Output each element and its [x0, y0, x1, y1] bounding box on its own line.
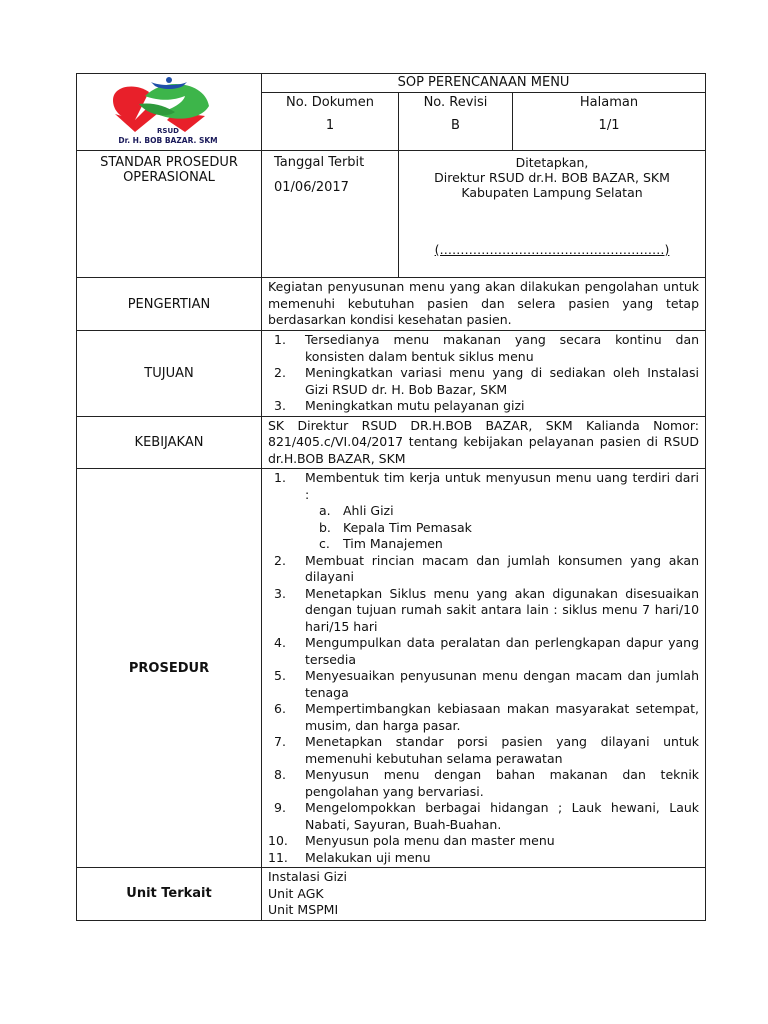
list-item: Unit MSPMI [268, 902, 339, 917]
no-revisi-value: B [451, 118, 460, 133]
halaman-cell [513, 93, 706, 151]
ditetapkan-line1: Ditetapkan, [515, 155, 589, 170]
list-item: 11. Melakukan uji menu [268, 849, 431, 865]
pengertian-text: Kegiatan penyusunan menu yang akan dilakukan pengolahan untuk memenuhi kebutuhan pasien dan selera pasien yang tetap berdasarkan kondisi kesehatan pasien. [262, 278, 706, 331]
ditetapkan-line3: Kabupaten Lampung Selatan [461, 185, 643, 200]
pengertian-label: PENGERTIAN [77, 278, 262, 331]
list-item: Instalasi Gizi [268, 869, 347, 884]
list-item: 9. Mengelompokkan berbagai hidangan ; Lauk hewani, Lauk Nabati, Sayuran, Buah-Buahan. [274, 800, 700, 832]
list-item: 10. Menyusun pola menu dan master menu [268, 833, 555, 848]
tujuan-list [268, 332, 699, 415]
unit-terkait-label: Unit Terkait [77, 868, 262, 921]
prosedur-content [262, 469, 706, 868]
list-item: a. Ahli Gizi [319, 503, 394, 518]
sop-document-table [76, 73, 706, 921]
tanggal-terbit-cell [262, 151, 399, 278]
ditetapkan-cell [399, 151, 706, 278]
sop-label: STANDAR PROSEDUR OPERASIONAL [77, 151, 262, 278]
no-dokumen-value: 1 [325, 118, 335, 133]
list-item: 1. Membentuk tim kerja untuk menyusun menu uang terdiri dari : a. Ahli Gizi b. Kepala Tim Pemasak c. Tim Manajemen [274, 470, 700, 551]
list-item: 2. Membuat rincian macam dan jumlah konsumen yang akan dilayani [274, 552, 700, 584]
no-revisi-label: No. Revisi [423, 95, 488, 110]
prosedur-label: PROSEDUR [77, 469, 262, 868]
list-item: 6. Mempertimbangkan kebiasaan makan masyarakat setempat, musim, dan harga pasar. [274, 701, 700, 733]
list-item: 5. Menyesuaikan penyusunan menu dengan macam dan jumlah tenaga [274, 668, 700, 700]
kebijakan-text: SK Direktur RSUD DR.H.BOB BAZAR, SKM Kalianda Nomor: 821/405.c/VI.04/2017 tentang kebijakan pelayanan pasien di RSUD dr.H.BOB BAZAR, SKM [262, 416, 706, 469]
no-revisi-cell [399, 93, 513, 151]
logo-cell [77, 74, 262, 151]
halaman-label: Halaman [579, 95, 639, 110]
logo-rsud-text: RSUD [157, 127, 179, 135]
list-item: 3. Menetapkan Siklus menu yang akan digunakan disesuaikan dengan tujuan rumah sakit antara lain : siklus menu 7 hari/10 hari/15 hari [274, 585, 700, 634]
list-item: Unit AGK [268, 885, 324, 901]
tanggal-terbit-value: 01/06/2017 [274, 180, 349, 195]
list-item: 1. Tersedianya menu makanan yang secara kontinu dan konsisten dalam bentuk siklus menu [274, 332, 700, 364]
list-item: b. Kepala Tim Pemasak [319, 519, 472, 535]
halaman-value: 1/1 [598, 118, 620, 133]
list-item: 4. Mengumpulkan data peralatan dan perlengkapan dapur yang tersedia [274, 635, 700, 667]
list-item: 7. Menetapkan standar porsi pasien yang dilayani untuk memenuhi kebutuhan selama perawatan [274, 734, 700, 766]
list-item: 3. Meningkatkan mutu pelayanan gizi [274, 398, 525, 413]
tanggal-terbit-label: Tanggal Terbit [274, 155, 365, 170]
prosedur-list [268, 470, 699, 866]
no-dokumen-label: No. Dokumen [286, 95, 374, 110]
ditetapkan-line2: Direktur RSUD dr.H. BOB BAZAR, SKM [434, 170, 670, 185]
prosedur-sublist [305, 503, 699, 553]
list-item: 2. Meningkatkan variasi menu yang di sediakan oleh Instalasi Gizi RSUD dr. H. Bob Bazar, SKM [274, 365, 700, 397]
hospital-logo [105, 76, 231, 146]
tujuan-label: TUJUAN [77, 331, 262, 417]
no-dokumen-cell [262, 93, 399, 151]
list-item: c. Tim Manajemen [319, 536, 443, 551]
tujuan-content [262, 331, 706, 417]
kebijakan-label: KEBIJAKAN [77, 416, 262, 469]
logo-hospital-name: Dr. H. BOB BAZAR. SKM [118, 136, 218, 145]
signature-placeholder: (………………………………………………) [434, 242, 670, 257]
unit-terkait-content [262, 868, 706, 921]
document-title: SOP PERENCANAAN MENU [262, 74, 706, 93]
list-item: 8. Menyusun menu dengan bahan makanan dan teknik pengolahan yang bervariasi. [274, 767, 700, 799]
